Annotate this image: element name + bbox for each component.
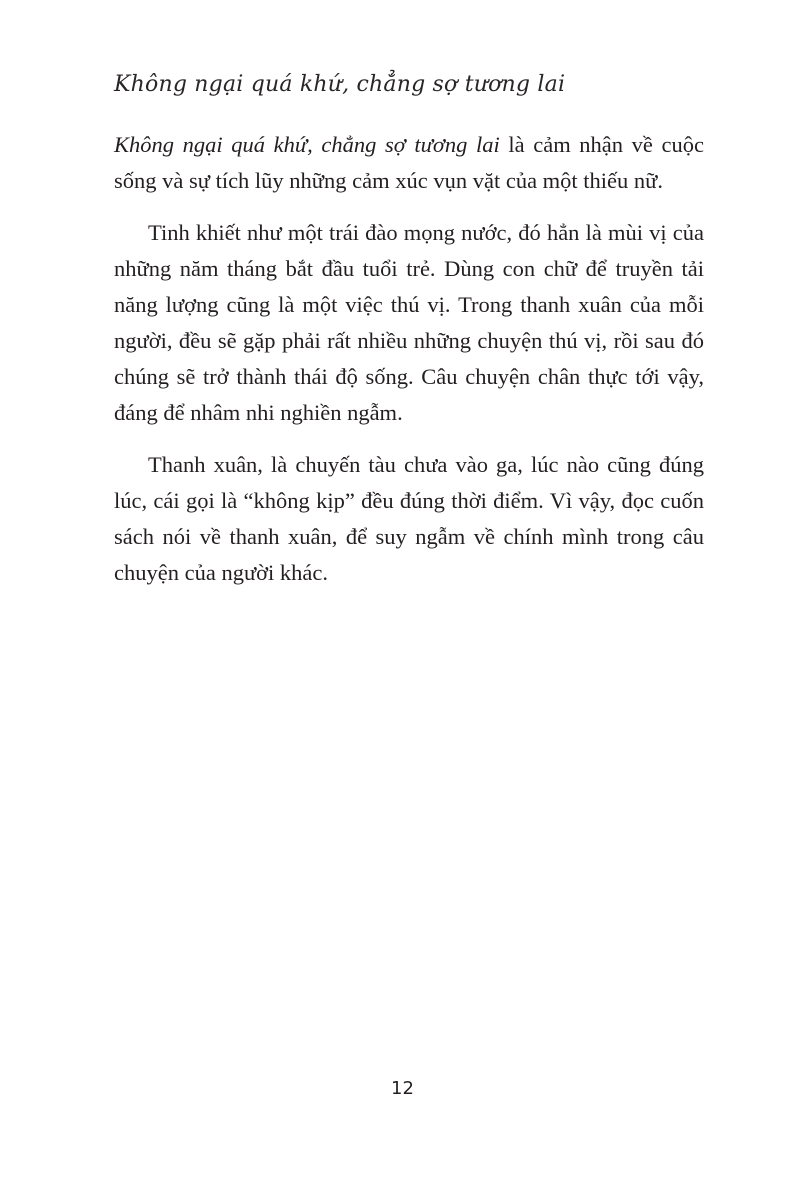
body-text [114, 127, 704, 607]
paragraph-2: Thanh xuân, là chuyến tàu chưa vào ga, lúc nào cũng đúng lúc, cái gọi là “không kịp” đều đúng thời điểm. Vì vậy, đọc cuốn sách nói về thanh xuân, để suy ngẫm về chính mình trong câu chuyện của người khác. [114, 452, 704, 585]
running-head: Không ngại quá khứ, chẳng sợ tương lai [114, 72, 566, 97]
paragraph-1: Tinh khiết như một trái đào mọng nước, đó hẳn là mùi vị của những năm tháng bắt đầu tuổi trẻ. Dùng con chữ để truyền tải năng lượng cũng là một việc thú vị. Trong thanh xuân của mỗi người, đều sẽ gặp phải rất nhiều những chuyện thú vị, rồi sau đó chúng sẽ trở thành thái độ sống. Câu chuyện chân thực tới vậy, đáng để nhâm nhi nghiền ngẫm. [114, 220, 704, 425]
intro-book-title: Không ngại quá khứ, chẳng sợ tương lai [114, 132, 500, 157]
page-number: 12 [391, 1078, 414, 1099]
intro-text: là cảm nhận về cuộc sống và sự tích lũy những cảm xúc vụn vặt của một thiếu nữ. [114, 132, 704, 193]
intro-paragraph [114, 127, 704, 199]
